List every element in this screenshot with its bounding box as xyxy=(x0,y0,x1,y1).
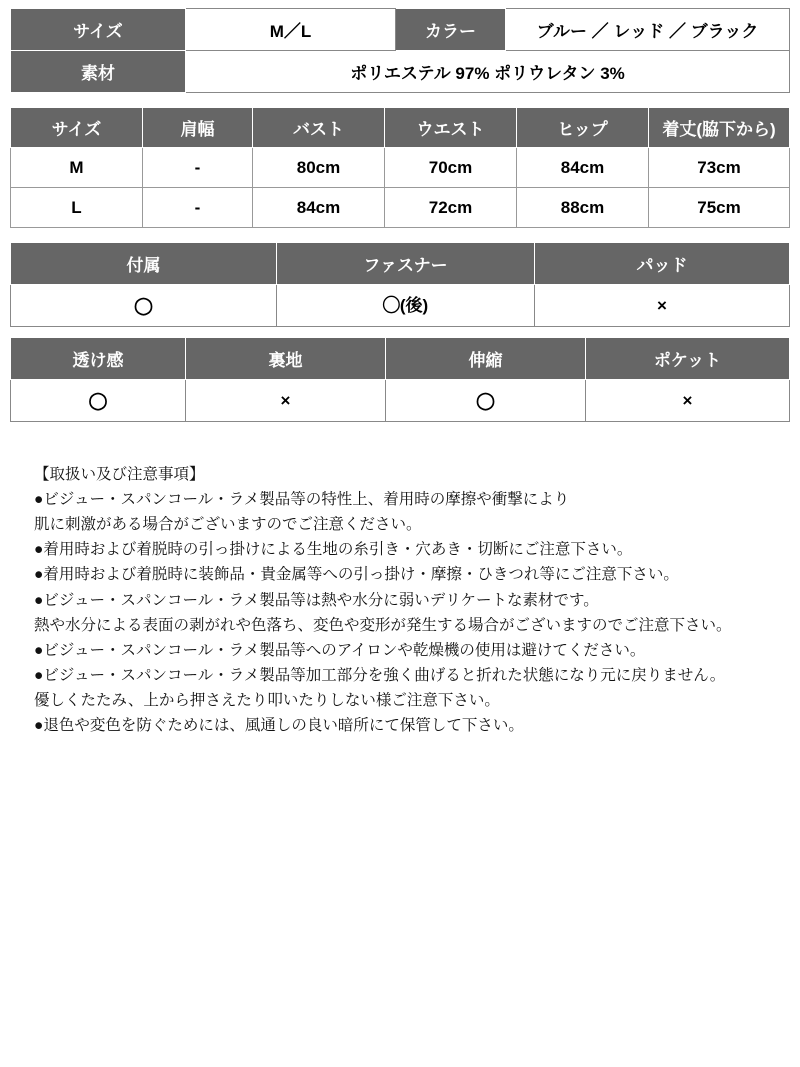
value-pad: × xyxy=(535,285,790,327)
col-hip: ヒップ xyxy=(517,108,649,148)
notes-line: ●ビジュー・スパンコール・ラメ製品等の特性上、着用時の摩擦や衝撃により xyxy=(34,491,570,509)
table-header-row xyxy=(11,108,790,148)
notes-line: 優しくたたみ、上から押さえたり叩いたりしない様ご注意下さい。 xyxy=(34,691,500,709)
cell-bust: 80cm xyxy=(253,148,385,188)
col-size: サイズ xyxy=(11,108,143,148)
table-row xyxy=(11,188,790,228)
size-chart-table xyxy=(10,107,790,228)
spacer xyxy=(10,228,790,242)
col-shoulder: 肩幅 xyxy=(143,108,253,148)
col-lining: 裏地 xyxy=(186,338,386,380)
cell-shoulder: - xyxy=(143,188,253,228)
table-row xyxy=(11,51,790,93)
material-header: 素材 xyxy=(11,51,186,93)
col-waist: ウエスト xyxy=(385,108,517,148)
spacer xyxy=(10,93,790,107)
table-header-row xyxy=(11,338,790,380)
col-accessory: 付属 xyxy=(11,243,277,285)
value-stretch: ◯ xyxy=(386,380,586,422)
value-accessory: ◯ xyxy=(11,285,277,327)
cell-hip: 84cm xyxy=(517,148,649,188)
cell-length: 73cm xyxy=(649,148,790,188)
notes-line: ●着用時および着脱時に装飾品・貴金属等への引っ掛け・摩擦・ひきつれ等にご注意下さい。 xyxy=(34,566,679,584)
table-row xyxy=(11,9,790,51)
table-row xyxy=(11,148,790,188)
cell-shoulder: - xyxy=(143,148,253,188)
value-zipper: ◯(後) xyxy=(277,285,535,327)
col-stretch: 伸縮 xyxy=(386,338,586,380)
table-row xyxy=(11,285,790,327)
notes-line: ●ビジュー・スパンコール・ラメ製品等加工部分を強く曲げると折れた状態になり元に戻りません。 xyxy=(34,666,726,684)
col-bust: バスト xyxy=(253,108,385,148)
notes-title: 【取扱い及び注意事項】 xyxy=(34,466,205,483)
col-sheer: 透け感 xyxy=(11,338,186,380)
notes-line: ●着用時および着脱時の引っ掛けによる生地の糸引き・穴あき・切断にご注意下さい。 xyxy=(34,541,633,559)
features-table-one xyxy=(10,242,790,327)
size-header: サイズ xyxy=(11,9,186,51)
cell-length: 75cm xyxy=(649,188,790,228)
cell-waist: 70cm xyxy=(385,148,517,188)
table-row xyxy=(11,380,790,422)
notes-line: ●ビジュー・スパンコール・ラメ製品等は熱や水分に弱いデリケートな素材です。 xyxy=(34,591,599,609)
cell-hip: 88cm xyxy=(517,188,649,228)
value-sheer: ◯ xyxy=(11,380,186,422)
care-notes xyxy=(10,462,790,738)
spacer xyxy=(10,327,790,337)
col-pad: パッド xyxy=(535,243,790,285)
color-header: カラー xyxy=(396,9,506,51)
table-header-row xyxy=(11,243,790,285)
col-pocket: ポケット xyxy=(586,338,790,380)
col-zipper: ファスナー xyxy=(277,243,535,285)
material-value: ポリエステル 97% ポリウレタン 3% xyxy=(186,51,790,93)
cell-waist: 72cm xyxy=(385,188,517,228)
size-value: M／L xyxy=(186,9,396,51)
basic-spec-table xyxy=(10,8,790,93)
value-lining: × xyxy=(186,380,386,422)
features-table-two xyxy=(10,337,790,422)
color-value: ブルー ／ レッド ／ ブラック xyxy=(506,9,790,51)
value-pocket: × xyxy=(586,380,790,422)
col-length: 着丈(脇下から) xyxy=(649,108,790,148)
cell-bust: 84cm xyxy=(253,188,385,228)
notes-line: ●ビジュー・スパンコール・ラメ製品等へのアイロンや乾燥機の使用は避けてください。 xyxy=(34,641,646,659)
notes-line: 肌に刺激がある場合がございますのでご注意ください。 xyxy=(34,516,422,534)
notes-line: ●退色や変色を防ぐためには、風通しの良い暗所にて保管して下さい。 xyxy=(34,717,524,735)
cell-size: L xyxy=(11,188,143,228)
notes-line: 熱や水分による表面の剥がれや色落ち、変色や変形が発生する場合がございますのでご注意下さい。 xyxy=(34,616,732,634)
cell-size: M xyxy=(11,148,143,188)
